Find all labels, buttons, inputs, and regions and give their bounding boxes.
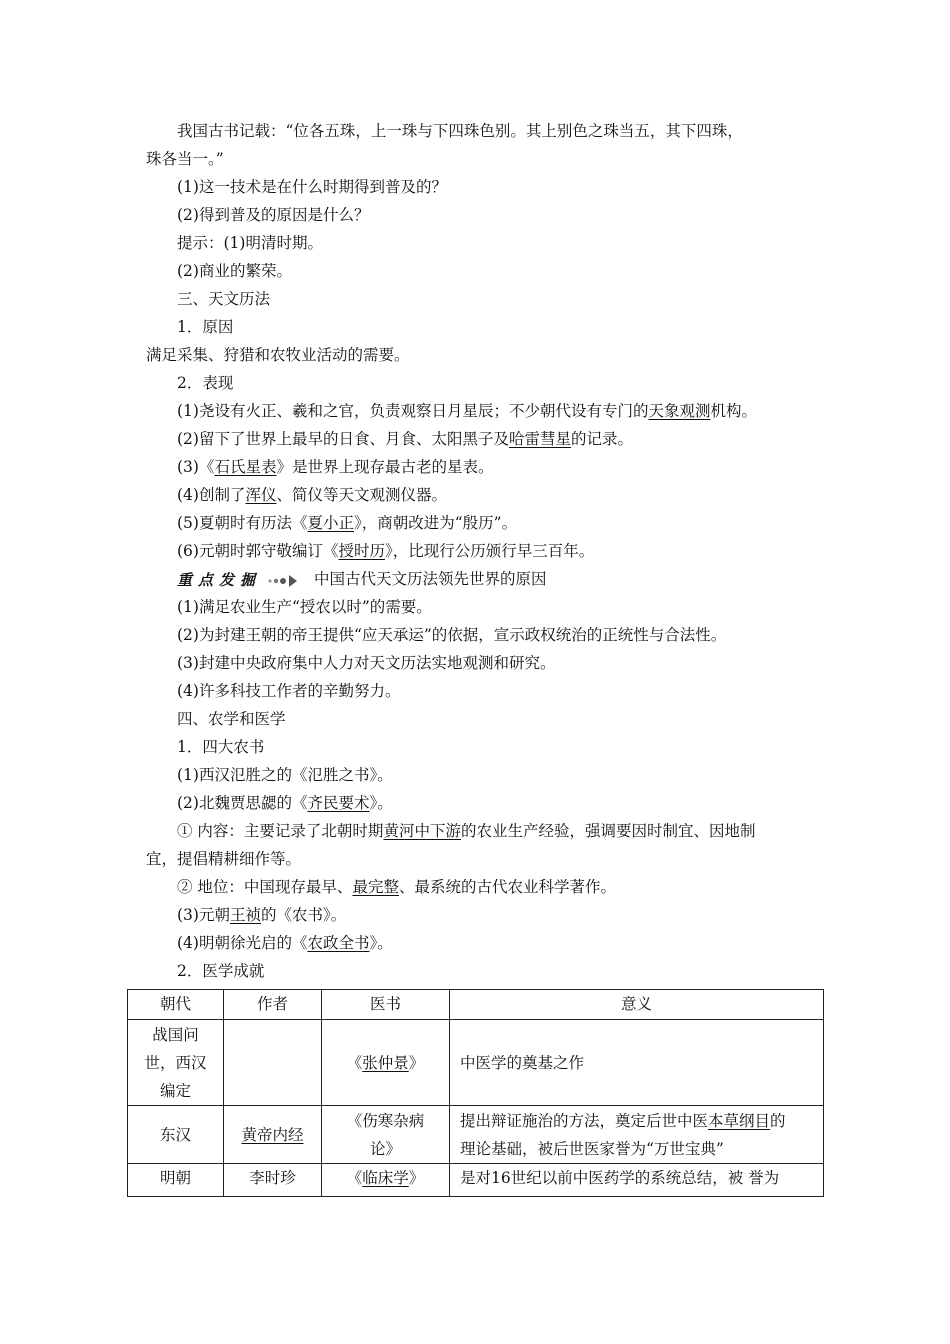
reason-item: (1)满足农业生产“授农以时”的需要。 [177, 598, 432, 616]
table-header: 朝代 [128, 990, 224, 1020]
astronomy-item: (2)留下了世界上最早的日食、月食、太阳黑子及哈雷彗星的记录。 [177, 430, 633, 448]
hint-text: 提示：(1)明清时期。 [177, 234, 323, 252]
reason-item: (3)封建中央政府集中人力对天文历法实地观测和研究。 [177, 654, 556, 672]
section-heading-agri: 四、农学和医学 [177, 710, 286, 728]
section-heading-astronomy: 三、天文历法 [177, 290, 271, 308]
subheading-performance: 2．表现 [177, 374, 234, 392]
table-row [128, 1164, 824, 1197]
key-point-row [177, 569, 546, 590]
cause-text: 满足采集、狩猎和农牧业活动的需要。 [146, 346, 410, 364]
table-row [128, 1020, 824, 1106]
hint-text-2: (2)商业的繁荣。 [177, 262, 292, 280]
astronomy-item: (6)元朝时郭守敬编订《授时历》，比现行公历颁行早三百年。 [177, 542, 595, 560]
table-cell-dynasty: 战国问 世，西汉 编定 [128, 1020, 224, 1106]
medicine-table [127, 989, 824, 1197]
table-header-row [128, 990, 824, 1020]
table-cell-book: 《张仲景》 [322, 1020, 450, 1106]
question-2: (2)得到普及的原因是什么？ [177, 206, 370, 224]
table-cell-book: 《临床学》 [322, 1164, 450, 1197]
table-cell-book: 《伤寒杂病 论》 [322, 1106, 450, 1164]
table-cell-author [224, 1020, 322, 1106]
book-item: (1)西汉氾胜之的《氾胜之书》。 [177, 766, 393, 784]
book-detail-content: ① 内容：主要记录了北朝时期黄河中下游的农业生产经验，强调要因时制宜、因地制 [177, 822, 756, 840]
book-detail-status: ② 地位：中国现存最早、最完整、最系统的古代农业科学著作。 [177, 878, 616, 896]
subheading-medicine: 2．医学成就 [177, 962, 265, 980]
quote-paragraph: 我国古书记载：“位各五珠，上一珠与下四珠色别。其上别色之珠当五，其下四珠， [177, 122, 743, 140]
astronomy-item: (4)创制了浑仪、简仪等天文观测仪器。 [177, 486, 447, 504]
table-row [128, 1106, 824, 1164]
astronomy-item: (5)夏朝时有历法《夏小正》，商朝改进为“殷历”。 [177, 514, 518, 532]
reason-item: (4)许多科技工作者的辛勤努力。 [177, 682, 401, 700]
astronomy-item: (1)尧设有火正、羲和之官，负责观察日月星辰；不少朝代设有专门的天象观测机构。 [177, 402, 757, 420]
table-header: 医书 [322, 990, 450, 1020]
question-1: (1)这一技术是在什么时期得到普及的？ [177, 178, 447, 196]
subheading-books: 1．四大农书 [177, 738, 265, 756]
reason-item: (2)为封建王朝的帝王提供“应天承运”的依据，宣示政权统治的正统性与合法性。 [177, 626, 727, 644]
table-cell-dynasty: 东汉 [128, 1106, 224, 1164]
table-cell-meaning: 提出辩证施治的方法，奠定后世中医本草纲目的 理论基础，被后世医家誉为“万世宝典” [450, 1106, 824, 1164]
table-cell-dynasty: 明朝 [128, 1164, 224, 1197]
key-point-title: 中国古代天文历法领先世界的原因 [313, 570, 547, 588]
book-item: (3)元朝王祯的《农书》。 [177, 906, 347, 924]
astronomy-item: (3)《石氏星表》是世界上现存最古老的星表。 [177, 458, 494, 476]
book-item: (2)北魏贾思勰的《齐民要术》。 [177, 794, 393, 812]
table-cell-meaning: 中医学的奠基之作 [450, 1020, 824, 1106]
subheading-cause: 1．原因 [177, 318, 234, 336]
arrow-dots-icon [266, 574, 298, 588]
quote-paragraph-cont: 珠各当一。” [146, 150, 224, 168]
table-cell-meaning: 是对16世纪以前中医药学的系统总结，被 誉为 [450, 1164, 824, 1197]
table-cell-author: 李时珍 [224, 1164, 322, 1197]
key-point-badge: 重点发掘 [177, 570, 298, 590]
table-header: 作者 [224, 990, 322, 1020]
table-header: 意义 [450, 990, 824, 1020]
table-cell-author: 黄帝内经 [224, 1106, 322, 1164]
book-item: (4)明朝徐光启的《农政全书》。 [177, 934, 393, 952]
book-detail-content-cont: 宜，提倡精耕细作等。 [146, 850, 302, 868]
